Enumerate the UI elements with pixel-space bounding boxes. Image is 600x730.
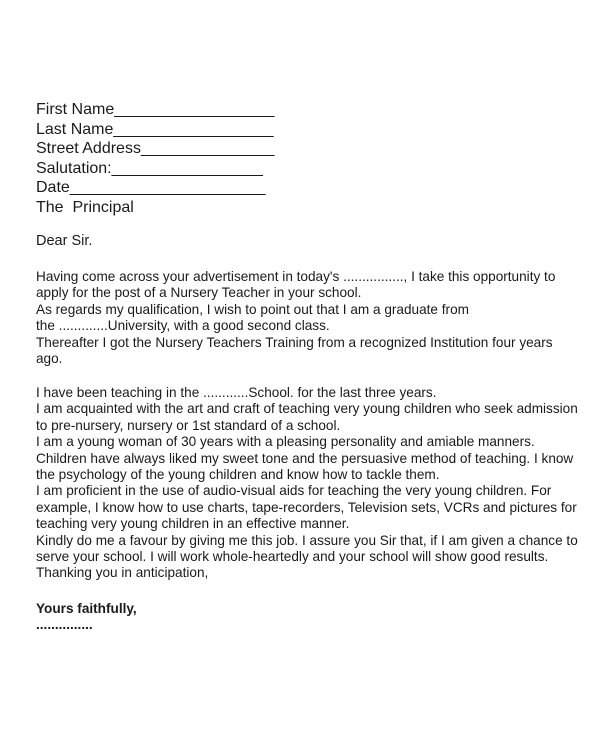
body-line: ago. (36, 351, 63, 367)
body-line: to pre-nursery, nursery or 1st standard of a school. (36, 417, 341, 433)
street-address-field: Street Address_______________ (36, 140, 275, 158)
body-line: apply for the post of a Nursery Teacher in your school. (36, 285, 362, 301)
closing-line: Yours faithfully, (36, 601, 137, 616)
last-name-field: Last Name__________________ (36, 120, 274, 138)
body-line: I am a young woman of 30 years with a pleasing personality and amiable manners. (36, 434, 535, 450)
recipient-line: The Principal (36, 198, 134, 216)
address-header (36, 100, 336, 218)
body-line: As regards my qualification, I wish to point out that I am a graduate from (36, 301, 469, 317)
body-line: the psychology of the young children and know how to tackle them. (36, 467, 440, 483)
body-line: I am acquainted with the art and craft of teaching very young children who seek admission (36, 401, 578, 417)
body-line: serve your school. I will work whole-heartedly and your school will show good results. (36, 549, 549, 565)
body-line: the .............University, with a good second class. (36, 318, 330, 334)
body-line: teaching very young children in an effective manner. (36, 516, 350, 532)
date-field: Date______________________ (36, 179, 266, 197)
body-line: Children have always liked my sweet tone and the persuasive method of teaching. I know (36, 450, 574, 466)
body-line: Thanking you in anticipation, (36, 565, 209, 581)
salutation-field: Salutation:_________________ (36, 159, 263, 177)
body-paragraph-2 (36, 385, 581, 582)
body-line: I am proficient in the use of audio-visual aids for teaching the very young children. For (36, 483, 552, 499)
body-line: Kindly do me a favour by giving me this job. I assure you Sir that, if I am given a chance to (36, 532, 578, 548)
greeting: Dear Sir. (36, 233, 93, 249)
signature-placeholder: ............... (36, 617, 93, 632)
body-line: Having come across your advertisement in today's ................, I take this opportunity to (36, 269, 556, 284)
body-line: I have been teaching in the ............School. for the last three years. (36, 385, 437, 400)
body-paragraph-1 (36, 269, 581, 367)
body-line: Thereafter I got the Nursery Teachers Training from a recognized Institution four years (36, 334, 553, 350)
first-name-field: First Name__________________ (36, 101, 275, 118)
body-line: example, I know how to use charts, tape-recorders, Television sets, VCRs and pictures for (36, 499, 577, 515)
